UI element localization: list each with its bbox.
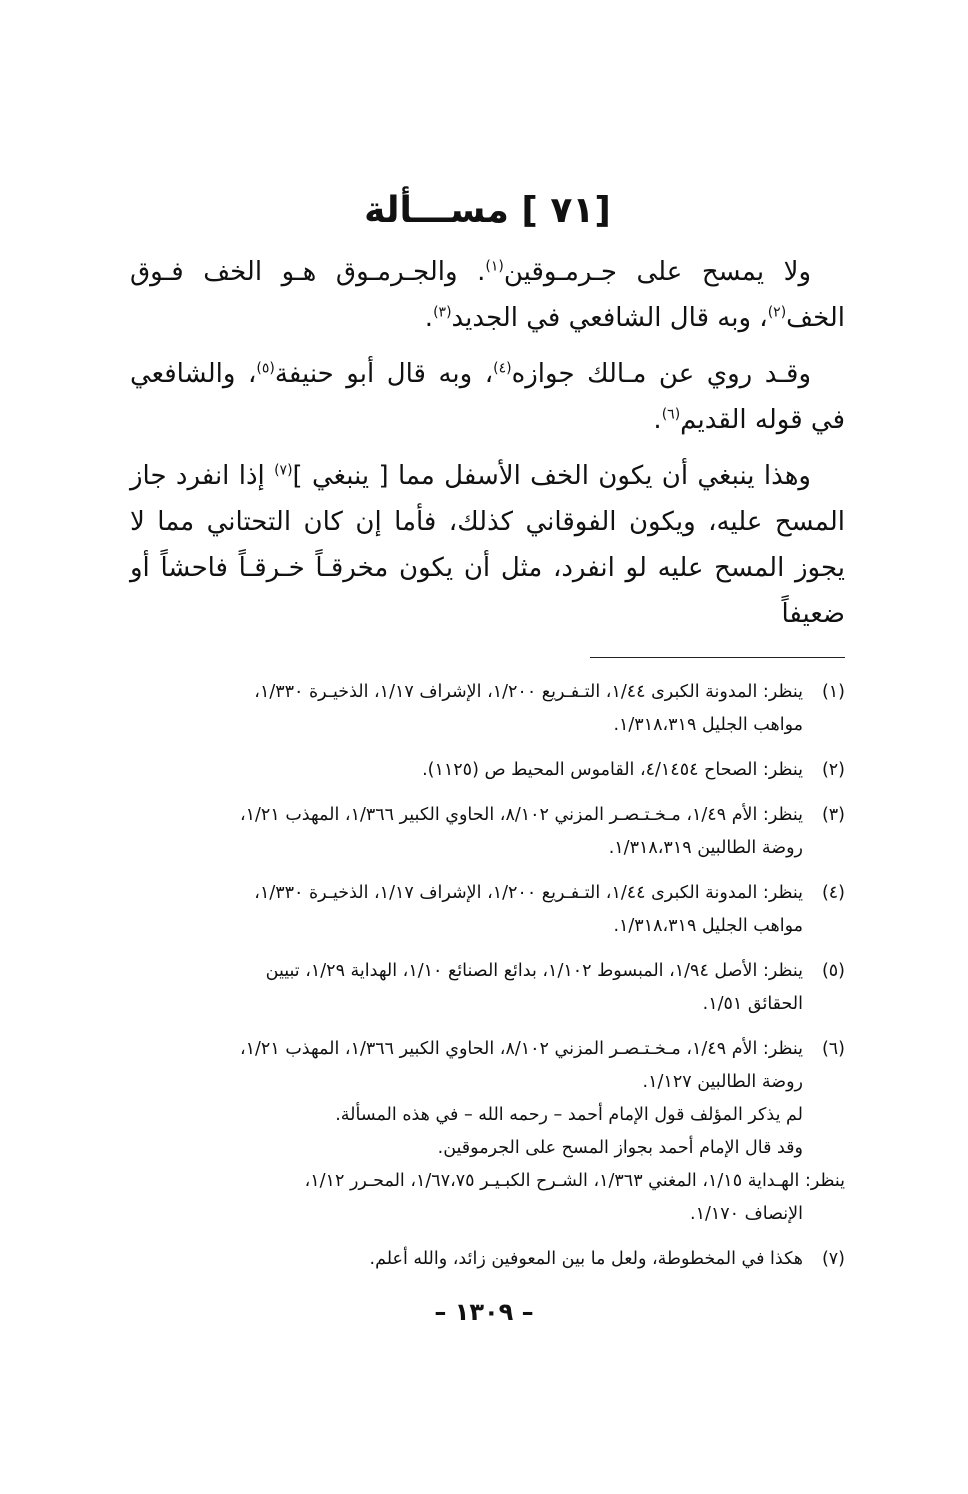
paragraph-text: ، وبه قال الشافعي في الجديد <box>451 303 768 333</box>
footnote-line: روضة الطالبين ١/٣١٨،٣١٩. <box>608 838 803 858</box>
footnote-text <box>130 676 803 742</box>
footnote-line: ينظر: الأم ١/٤٩، مـخـتـصـر المزني ٨/١٠٢، الحاوي الكبير ١/٣٦٦، المهذب ١/٢١، <box>239 805 803 825</box>
footnote-5 <box>130 955 845 1021</box>
footnote-line: روضة الطالبين ١/١٢٧. <box>642 1072 803 1092</box>
footnote-line: مواهب الجليل ١/٣١٨،٣١٩. <box>613 715 803 735</box>
footnote-number: (٤) <box>821 883 845 903</box>
footnote-text <box>130 754 803 787</box>
page-content <box>130 190 845 1288</box>
footnote-number: (٦) <box>821 1039 845 1059</box>
paragraph-text: وقـد روي عن مـالك جوازه <box>511 359 812 389</box>
section-title: [٧١ ] مســـألة <box>364 190 611 231</box>
footnote-text <box>130 1243 803 1276</box>
footnote-line: ينظر: المدونة الكبرى ١/٤٤، التـفـريع ١/٢٠٠، الإشراف ١/١٧، الذخيـرة ١/٣٣٠، <box>254 682 803 702</box>
footnote-number: (٢) <box>821 760 845 780</box>
footnote-line: ينظر: الصحاح ٤/١٤٥٤، القاموس المحيط ص (١١٢٥). <box>422 760 803 780</box>
footnote-number: (١) <box>821 682 845 702</box>
footnote-ref[interactable]: (٤) <box>493 360 512 377</box>
footnote-3 <box>130 799 845 865</box>
footnotes <box>130 676 845 1276</box>
footnote-divider <box>590 657 845 658</box>
footnote-2 <box>130 754 845 787</box>
footnote-7 <box>130 1243 845 1276</box>
footnote-1 <box>130 676 845 742</box>
paragraph-text: ولا يمسح على جـرمـوقين <box>503 257 812 287</box>
footnote-6 <box>130 1033 845 1231</box>
footnote-text <box>130 955 803 1021</box>
footnote-line: الإنصاف ١/١٧٠. <box>689 1204 803 1224</box>
paragraph-text: . والجـرمـوق هـو الخف فـوق الخف <box>130 257 845 333</box>
footnote-number: (٣) <box>821 805 845 825</box>
footnote-text <box>130 1033 845 1231</box>
paragraph-text: ، وبه قال أبو حنيفة <box>274 359 494 389</box>
paragraph-text: ، والشافعي في قوله القديم <box>130 359 845 435</box>
paragraph-1 <box>130 249 845 341</box>
footnote-ref[interactable]: (٢) <box>767 304 787 321</box>
footnote-line: ينظر: الأم ١/٤٩، مـخـتـصـر المزني ٨/١٠٢، الحاوي الكبير ١/٣٦٦، المهذب ١/٢١، <box>239 1039 803 1059</box>
paragraph-text: إذا انفرد جاز المسح عليه، ويكون الفوقاني كذلك، فأما إن كان التحتاني مما لا يجوز المسح عليه لو انفرد، مثل أن يكون مخرقـاً خـرقـاً فاحشاً أو ضعيفاً <box>130 461 845 629</box>
footnote-ref[interactable]: (٥) <box>256 360 275 377</box>
footnote-text <box>130 877 803 943</box>
footnote-line: وقد قال الإمام أحمد بجواز المسح على الجرموقين. <box>437 1138 803 1158</box>
footnote-number: (٥) <box>821 961 845 981</box>
footnote-line: ينظر: الهـداية ١/١٥، المغني ١/٣٦٣، الشـرح الكبـيـر ١/٦٧،٧٥، المحـرر ١/١٢، <box>304 1171 845 1191</box>
footnote-ref[interactable]: (٧) <box>274 462 293 479</box>
footnote-line: ينظر: المدونة الكبرى ١/٤٤، التـفـريع ١/٢٠٠، الإشراف ١/١٧، الذخيـرة ١/٣٣٠، <box>254 883 803 903</box>
footnote-line: لم يذكر المؤلف قول الإمام أحمد – رحمه الله – في هذه المسألة. <box>335 1105 803 1125</box>
footnote-ref[interactable]: (٣) <box>433 304 452 321</box>
page-number: – ١٣٠٩ – <box>434 1298 534 1326</box>
footnote-ref[interactable]: (٦) <box>661 406 681 423</box>
footnote-4 <box>130 877 845 943</box>
footnote-line: ينظر: الأصل ١/٩٤، المبسوط ١/١٠٢، بدائع الصنائع ١/١٠، الهداية ١/٢٩، تبيين <box>265 961 803 981</box>
paragraph-text: . <box>424 303 434 333</box>
footnote-line: الحقائق ١/٥١. <box>702 994 803 1014</box>
footnote-text <box>130 799 803 865</box>
paragraph-text: . <box>653 405 662 435</box>
footnote-ref[interactable]: (١) <box>485 258 504 275</box>
paragraph-text: وهذا ينبغي أن يكون الخف الأسفل مما [ ينبغي ] <box>292 461 811 491</box>
paragraph-2 <box>130 351 845 443</box>
footnote-line: هكذا في المخطوطة، ولعل ما بين المعوفين زائد، والله أعلم. <box>369 1249 803 1269</box>
footnote-number: (٧) <box>821 1249 845 1269</box>
paragraph-3 <box>130 453 845 637</box>
footnote-line: مواهب الجليل ١/٣١٨،٣١٩. <box>613 916 803 936</box>
